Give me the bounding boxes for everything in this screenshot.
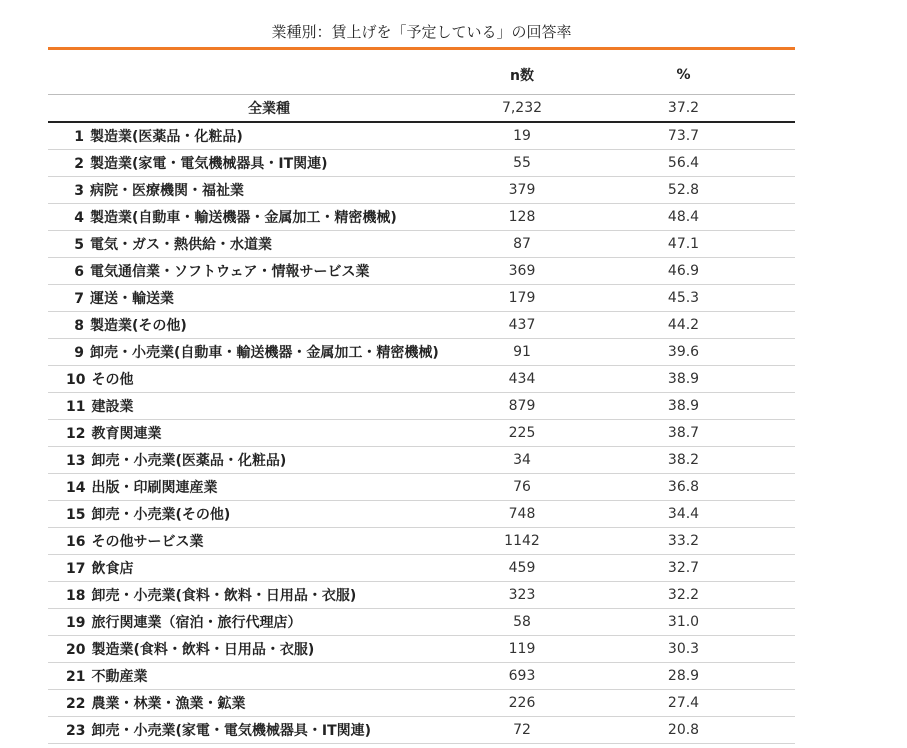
table-row	[48, 474, 795, 501]
table-row	[48, 501, 795, 528]
rank-number: 3	[74, 183, 84, 199]
rank-number: 22	[66, 696, 86, 712]
total-name: 全業種	[48, 95, 472, 123]
industry-name-cell	[48, 690, 472, 717]
table-row	[48, 690, 795, 717]
percent-value: 30.3	[572, 636, 795, 663]
percent-value: 39.6	[572, 339, 795, 366]
rank-number: 11	[66, 399, 86, 415]
industry-name-cell	[48, 528, 472, 555]
industry-name-cell	[48, 393, 472, 420]
industry-name: 製造業(食料・飲料・日用品・衣服)	[91, 642, 315, 658]
industry-name: 製造業(医薬品・化粧品)	[90, 129, 243, 145]
rank-number: 16	[66, 534, 86, 550]
industry-name: 運送・輸送業	[90, 291, 174, 307]
rank-number: 18	[66, 588, 86, 604]
industry-name-cell	[48, 312, 472, 339]
industry-name: 病院・医療機関・福祉業	[90, 183, 244, 199]
rank-number: 7	[74, 291, 84, 307]
industry-name-cell	[48, 663, 472, 690]
industry-name: その他	[91, 372, 134, 388]
industry-name: 旅行関連業（宿泊・旅行代理店）	[91, 615, 302, 631]
rank-number: 13	[66, 453, 86, 469]
industry-name-cell	[48, 122, 472, 150]
n-value: 76	[472, 474, 572, 501]
percent-value: 38.9	[572, 393, 795, 420]
industry-name-cell	[48, 609, 472, 636]
industry-name: 教育関連業	[91, 426, 162, 442]
table-row	[48, 609, 795, 636]
industry-name: 卸売・小売業(家電・電気機械器具・IT関連)	[91, 723, 372, 739]
industry-name: 農業・林業・漁業・鉱業	[91, 696, 246, 712]
rank-number: 12	[66, 426, 86, 442]
rank-number: 10	[66, 372, 86, 388]
table-row	[48, 420, 795, 447]
industry-name: 不動産業	[91, 669, 148, 685]
percent-value: 28.9	[572, 663, 795, 690]
table-row	[48, 717, 795, 744]
industry-name-cell	[48, 636, 472, 663]
table-row	[48, 177, 795, 204]
table-row	[48, 312, 795, 339]
percent-value: 45.3	[572, 285, 795, 312]
industry-name-cell	[48, 339, 472, 366]
n-value: 58	[472, 609, 572, 636]
industry-name-cell	[48, 501, 472, 528]
industry-name-cell	[48, 717, 472, 744]
percent-value: 38.2	[572, 447, 795, 474]
n-value: 323	[472, 582, 572, 609]
percent-value: 46.9	[572, 258, 795, 285]
percent-value: 73.7	[572, 122, 795, 150]
industry-name: 卸売・小売業(食料・飲料・日用品・衣服)	[91, 588, 357, 604]
percent-value: 33.2	[572, 528, 795, 555]
percent-value: 34.4	[572, 501, 795, 528]
n-value: 434	[472, 366, 572, 393]
header-name	[48, 56, 472, 95]
industry-name-cell	[48, 582, 472, 609]
industry-name-cell	[48, 366, 472, 393]
percent-value: 36.8	[572, 474, 795, 501]
table-row	[48, 663, 795, 690]
industry-name-cell	[48, 420, 472, 447]
percent-value: 32.2	[572, 582, 795, 609]
rank-number: 1	[74, 129, 84, 145]
percent-value: 31.0	[572, 609, 795, 636]
rank-number: 4	[74, 210, 84, 226]
total-row	[48, 95, 795, 123]
industry-name-cell	[48, 258, 472, 285]
percent-value: 44.2	[572, 312, 795, 339]
table-row	[48, 366, 795, 393]
rank-number: 2	[74, 156, 84, 172]
n-value: 369	[472, 258, 572, 285]
industry-name-cell	[48, 474, 472, 501]
table-row	[48, 636, 795, 663]
industry-name: 卸売・小売業(自動車・輸送機器・金属加工・精密機械)	[90, 345, 439, 361]
table-row	[48, 393, 795, 420]
rank-number: 17	[66, 561, 86, 577]
n-value: 91	[472, 339, 572, 366]
table-title: 業種別：賃上げを「予定している」の回答率	[271, 23, 572, 41]
table-row	[48, 122, 795, 150]
industry-name: 電気・ガス・熱供給・水道業	[90, 237, 272, 253]
industry-name-cell	[48, 231, 472, 258]
n-value: 19	[472, 122, 572, 150]
percent-value: 32.7	[572, 555, 795, 582]
total-percent: 37.2	[572, 95, 795, 123]
industry-name: 卸売・小売業(医薬品・化粧品)	[91, 453, 287, 469]
industry-name-cell	[48, 177, 472, 204]
n-value: 1142	[472, 528, 572, 555]
rank-number: 15	[66, 507, 86, 523]
industry-name: 製造業(その他)	[90, 318, 187, 334]
title-underline	[48, 47, 795, 50]
industry-name-cell	[48, 204, 472, 231]
rank-number: 8	[74, 318, 84, 334]
industry-name: 卸売・小売業(その他)	[91, 507, 231, 523]
percent-value: 48.4	[572, 204, 795, 231]
n-value: 748	[472, 501, 572, 528]
n-value: 87	[472, 231, 572, 258]
table-row	[48, 339, 795, 366]
industry-name-cell	[48, 285, 472, 312]
n-value: 226	[472, 690, 572, 717]
table-row	[48, 258, 795, 285]
n-value: 179	[472, 285, 572, 312]
rank-number: 21	[66, 669, 86, 685]
industry-name-cell	[48, 447, 472, 474]
industry-name: 製造業(自動車・輸送機器・金属加工・精密機械)	[90, 210, 397, 226]
n-value: 72	[472, 717, 572, 744]
n-value: 459	[472, 555, 572, 582]
rank-number: 9	[74, 345, 84, 361]
industry-name: 製造業(家電・電気機械器具・IT関連)	[90, 156, 328, 172]
table-row	[48, 582, 795, 609]
industry-name: 電気通信業・ソフトウェア・情報サービス業	[90, 264, 370, 280]
industry-name: 建設業	[91, 399, 134, 415]
percent-value: 56.4	[572, 150, 795, 177]
table-row	[48, 204, 795, 231]
industry-name: 飲食店	[91, 561, 134, 577]
n-value: 55	[472, 150, 572, 177]
table-row	[48, 150, 795, 177]
rank-number: 6	[74, 264, 84, 280]
percent-value: 20.8	[572, 717, 795, 744]
n-value: 225	[472, 420, 572, 447]
table-row	[48, 231, 795, 258]
industry-name: その他サービス業	[91, 534, 204, 550]
industry-table	[48, 56, 795, 744]
rank-number: 20	[66, 642, 86, 658]
percent-value: 52.8	[572, 177, 795, 204]
n-value: 437	[472, 312, 572, 339]
industry-name: 出版・印刷関連産業	[91, 480, 218, 496]
table-row	[48, 555, 795, 582]
percent-value: 27.4	[572, 690, 795, 717]
rank-number: 19	[66, 615, 86, 631]
header-percent: %	[572, 56, 795, 95]
n-value: 693	[472, 663, 572, 690]
industry-name-cell	[48, 150, 472, 177]
rank-number: 14	[66, 480, 86, 496]
n-value: 119	[472, 636, 572, 663]
table-row	[48, 447, 795, 474]
table-row	[48, 528, 795, 555]
percent-value: 38.9	[572, 366, 795, 393]
header-n: n数	[472, 56, 572, 95]
rank-number: 5	[74, 237, 84, 253]
n-value: 879	[472, 393, 572, 420]
industry-name-cell	[48, 555, 472, 582]
header-row	[48, 56, 795, 95]
n-value: 34	[472, 447, 572, 474]
n-value: 379	[472, 177, 572, 204]
percent-value: 38.7	[572, 420, 795, 447]
table-row	[48, 285, 795, 312]
rank-number: 23	[66, 723, 86, 739]
total-n: 7,232	[472, 95, 572, 123]
percent-value: 47.1	[572, 231, 795, 258]
n-value: 128	[472, 204, 572, 231]
